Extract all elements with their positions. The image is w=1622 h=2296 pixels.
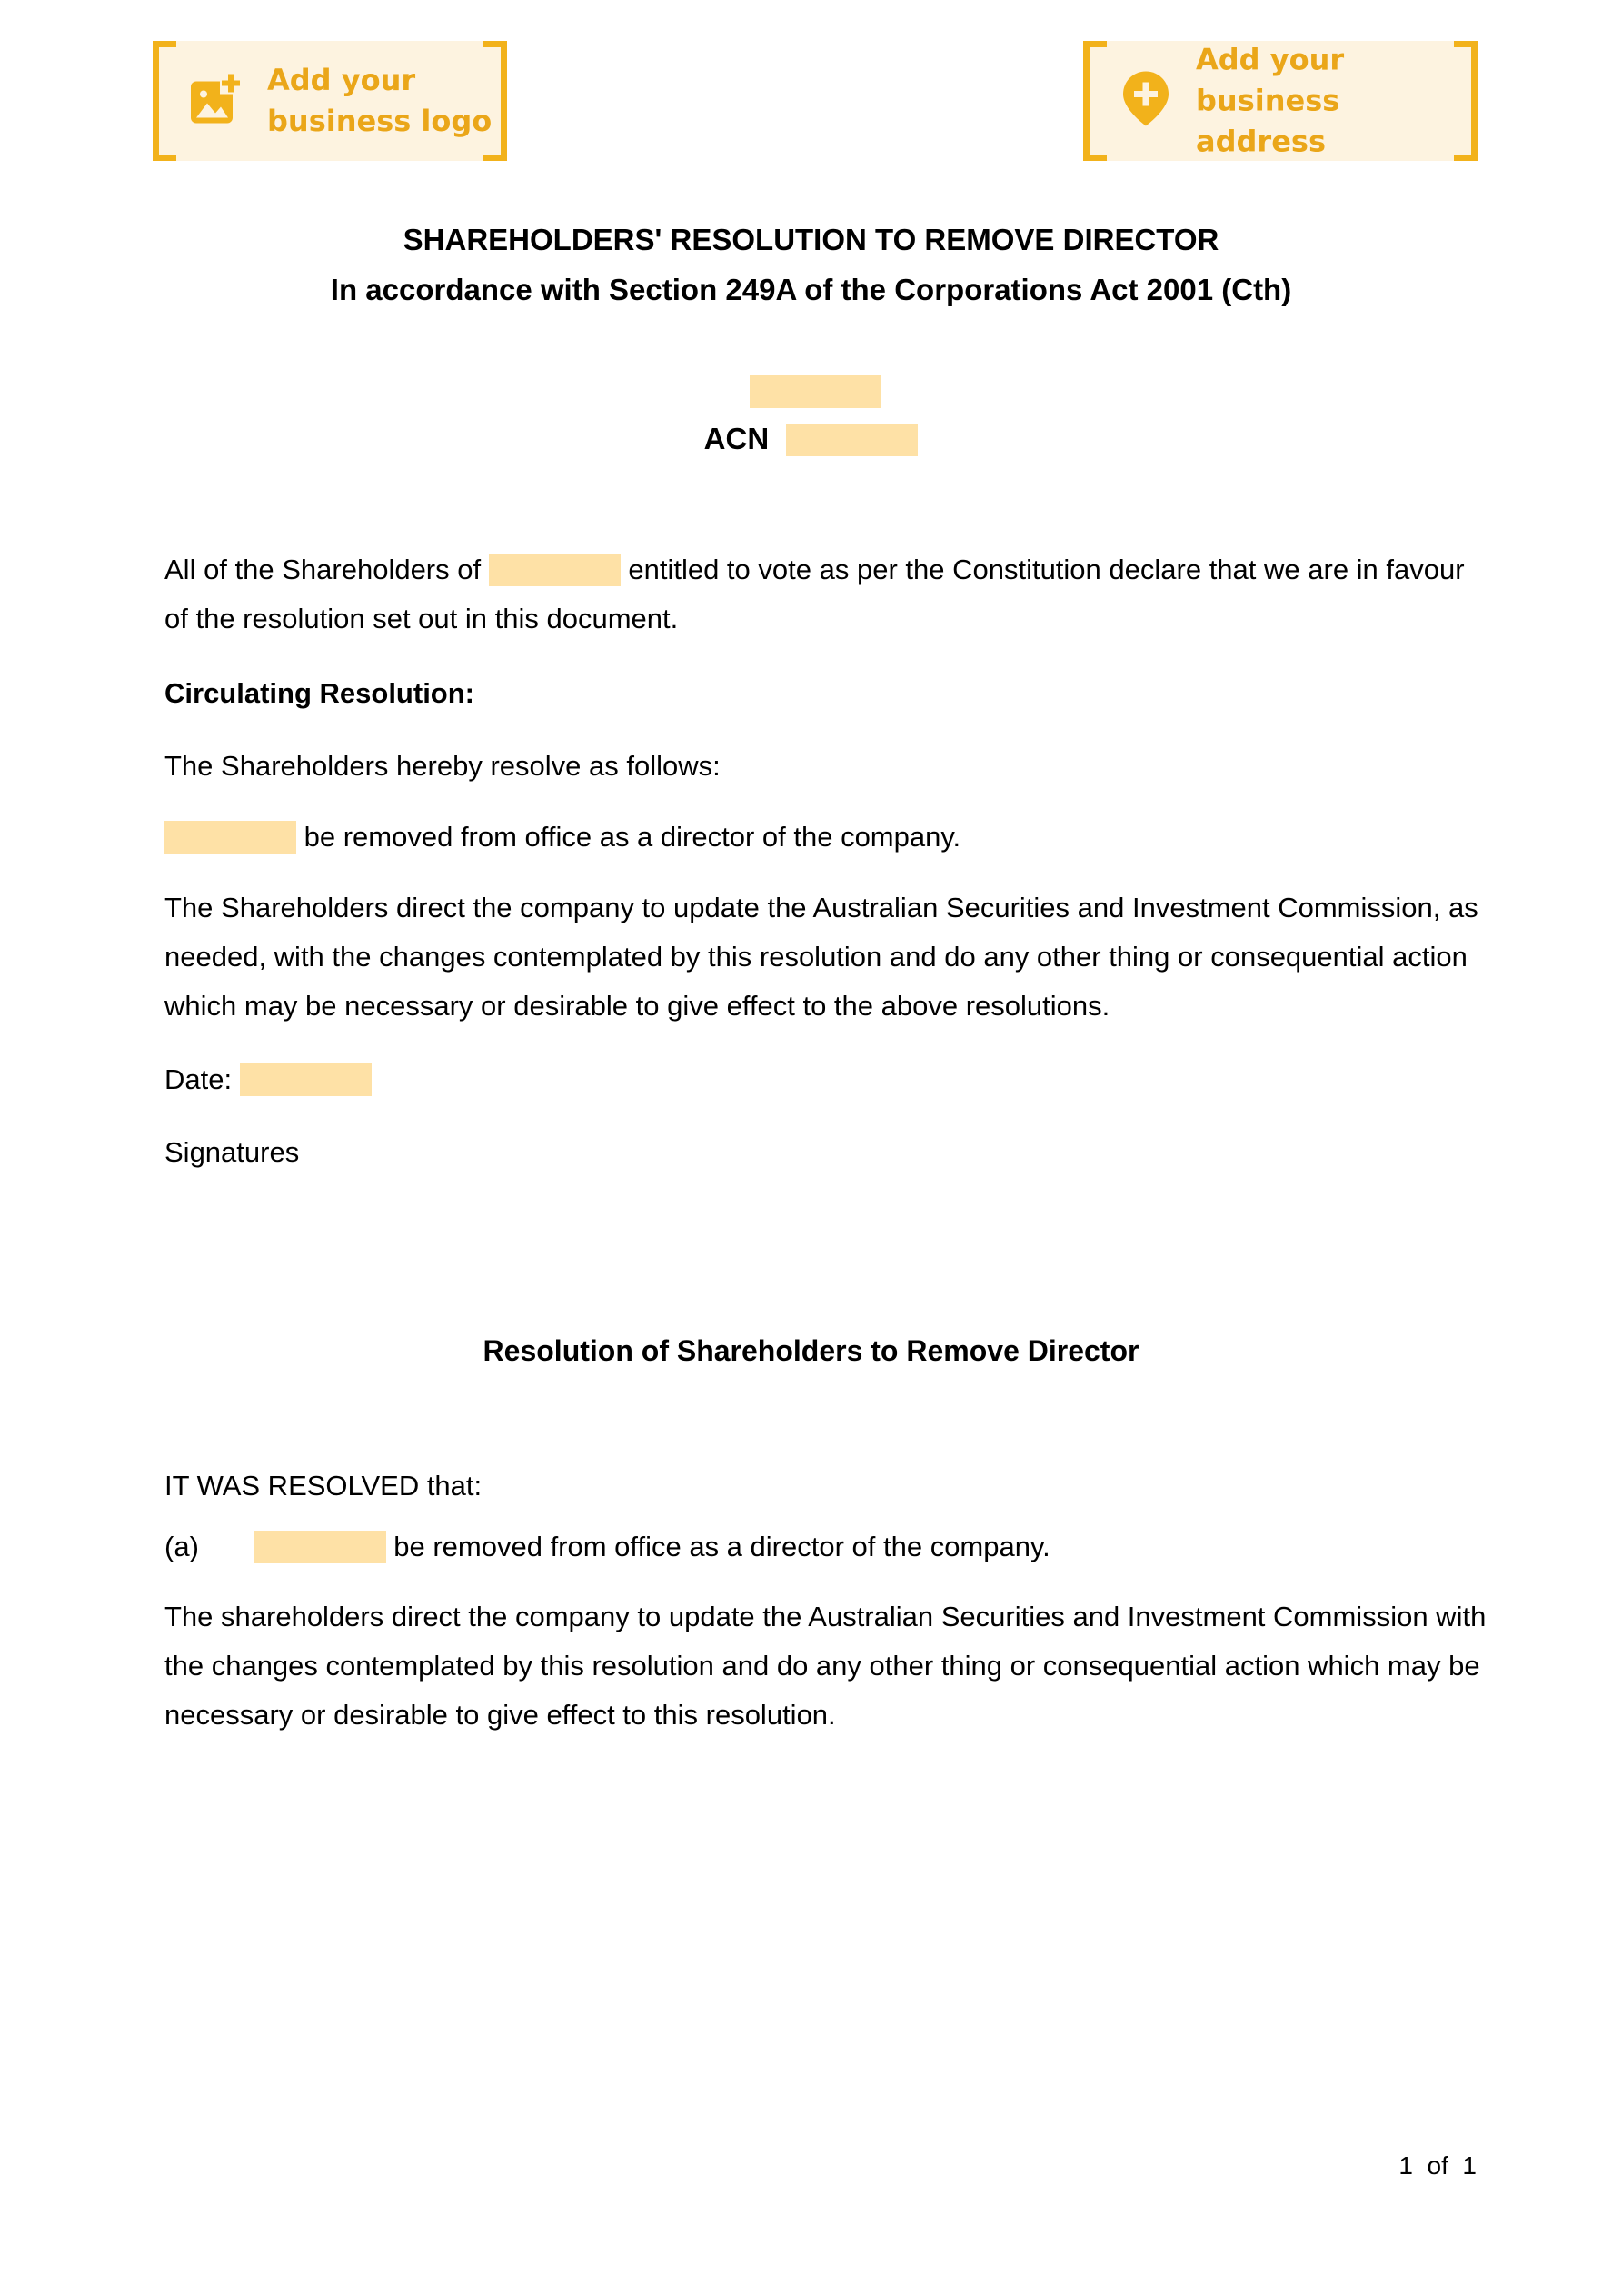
item-marker: (a) bbox=[164, 1531, 199, 1562]
asic-direction-paragraph-2: The shareholders direct the company to update the Australian Securities and Investment Commission with the changes contemplated by this resolution and do any other thing or consequential action which may be necessary or desirable to give effect to this resolution. bbox=[164, 1601, 1487, 1731]
removal-statement: be removed from office as a director of the company. bbox=[164, 821, 1491, 854]
resolved-statement: IT WAS RESOLVED that: bbox=[164, 1470, 483, 1502]
resolve-statement: The Shareholders hereby resolve as follows: bbox=[164, 750, 721, 782]
address-placeholder-label: Add your business address bbox=[1196, 42, 1345, 159]
bracket-left bbox=[1083, 41, 1107, 161]
add-address-placeholder[interactable] bbox=[1083, 41, 1478, 161]
image-plus-icon bbox=[189, 73, 242, 130]
add-logo-placeholder[interactable] bbox=[153, 41, 507, 161]
bracket-left bbox=[153, 41, 176, 161]
logo-placeholder-label: Add your business logo bbox=[267, 63, 493, 138]
section-heading: Resolution of Shareholders to Remove Director bbox=[483, 1334, 1139, 1367]
acn-number-field[interactable] bbox=[786, 424, 918, 456]
acn-line bbox=[0, 423, 1622, 456]
director-name-field[interactable] bbox=[164, 821, 296, 854]
company-name-field[interactable] bbox=[750, 375, 881, 408]
acn-label: ACN bbox=[703, 422, 770, 455]
page-number: 1 of 1 bbox=[1398, 2151, 1477, 2180]
signatures-label: Signatures bbox=[164, 1136, 300, 1168]
resolution-item-a: (a) be removed from office as a director of the company. bbox=[164, 1531, 1050, 1562]
intro-paragraph: All of the Shareholders of entitled to vote as per the Constitution declare that we are in favour of the resolution set out in this document. bbox=[164, 554, 1465, 634]
date-line bbox=[164, 1063, 1491, 1096]
date-label: Date: bbox=[164, 1063, 233, 1095]
map-pin-plus-icon bbox=[1121, 70, 1170, 133]
circulating-resolution-heading: Circulating Resolution: bbox=[164, 677, 474, 709]
document-title: SHAREHOLDERS' RESOLUTION TO REMOVE DIRECTOR bbox=[403, 223, 1219, 256]
asic-direction-paragraph: The Shareholders direct the company to update the Australian Securities and Investment Commission, as needed, with the changes contemplated by this resolution and do any other thing or consequential action which may be necessary or desirable to give effect to the above resolutions. bbox=[164, 892, 1478, 1022]
company-name-field-inline[interactable] bbox=[489, 554, 621, 586]
document-subtitle: In accordance with Section 249A of the Corporations Act 2001 (Cth) bbox=[330, 273, 1292, 306]
date-field[interactable] bbox=[240, 1063, 372, 1096]
director-name-field-2[interactable] bbox=[254, 1531, 386, 1563]
